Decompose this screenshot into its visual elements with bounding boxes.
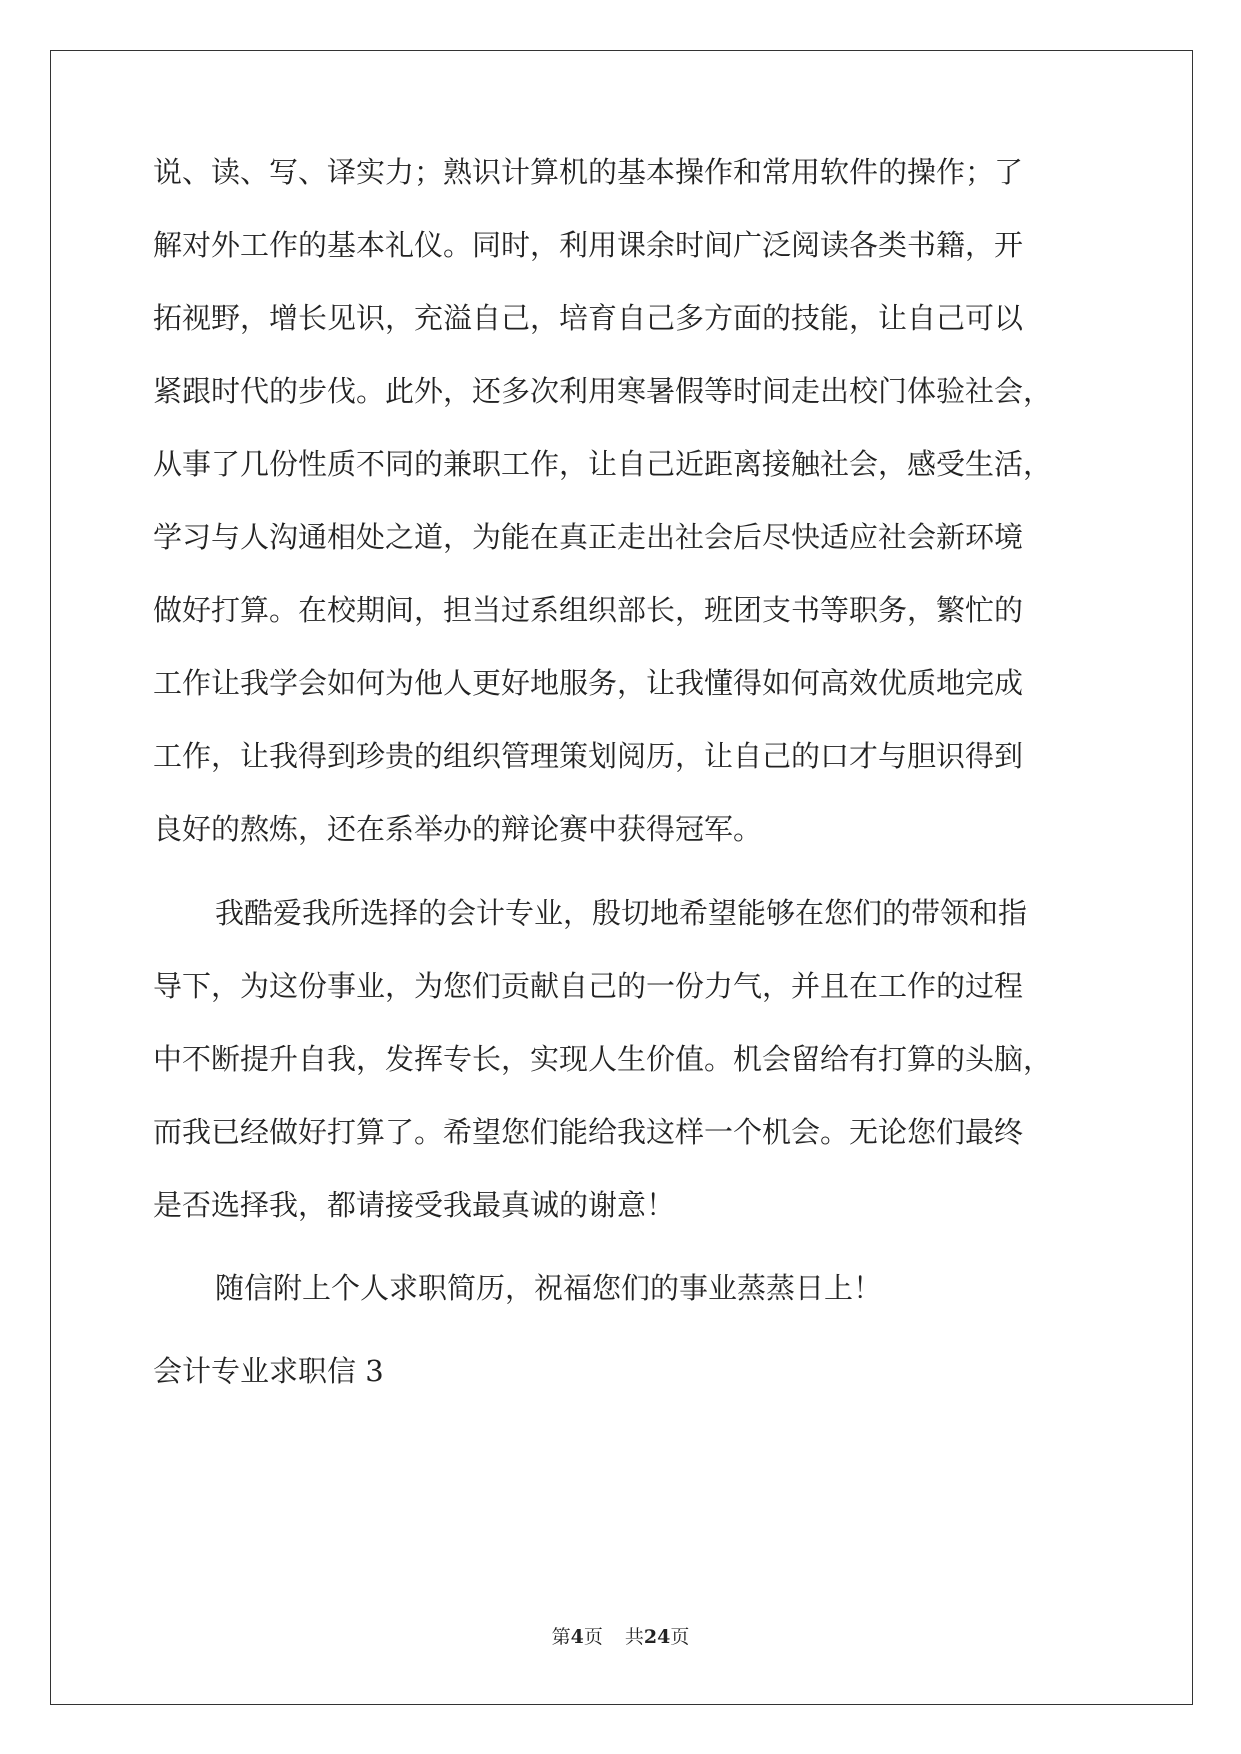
- page-suffix: 页: [583, 1626, 603, 1648]
- page-current: 4: [570, 1626, 584, 1648]
- page-border: [50, 50, 1193, 1705]
- page-prefix: 第: [551, 1626, 571, 1648]
- page-footer: [0, 1622, 1241, 1649]
- paragraph-2-line-2: 导下，为这份事业，为您们贡献自己的一份力气，并且在工作的过程: [153, 969, 1024, 1003]
- paragraph-1-line-1: 说、读、写、译实力；熟识计算机的基本操作和常用软件的操作；了: [153, 155, 1024, 189]
- paragraph-2-line-1: 我酷爱我所选择的会计专业，殷切地希望能够在您们的带领和指: [215, 896, 1028, 930]
- total-suffix: 页: [670, 1626, 690, 1648]
- paragraph-1-line-4: 紧跟时代的步伐。此外，还多次利用寒暑假等时间走出校门体验社会，: [153, 374, 1053, 408]
- paragraph-1-line-8: 工作让我学会如何为他人更好地服务，让我懂得如何高效优质地完成: [153, 666, 1024, 700]
- paragraph-1-line-6: 学习与人沟通相处之道，为能在真正走出社会后尽快适应社会新环境: [153, 520, 1024, 554]
- section-heading: 会计专业求职信 3: [153, 1354, 384, 1388]
- paragraph-1-line-5: 从事了几份性质不同的兼职工作，让自己近距离接触社会，感受生活，: [153, 447, 1053, 481]
- paragraph-3-line-1: 随信附上个人求职简历，祝福您们的事业蒸蒸日上！: [215, 1271, 883, 1305]
- paragraph-2-line-5: 是否选择我，都请接受我最真诚的谢意！: [153, 1188, 676, 1222]
- total-prefix: 共: [624, 1626, 644, 1648]
- paragraph-1-line-9: 工作，让我得到珍贵的组织管理策划阅历，让自己的口才与胆识得到: [153, 739, 1024, 773]
- paragraph-2-line-4: 而我已经做好打算了。希望您们能给我这样一个机会。无论您们最终: [153, 1115, 1024, 1149]
- paragraph-2-line-3: 中不断提升自我，发挥专长，实现人生价值。机会留给有打算的头脑，: [153, 1042, 1053, 1076]
- paragraph-1-line-2: 解对外工作的基本礼仪。同时，利用课余时间广泛阅读各类书籍，开: [153, 228, 1024, 262]
- paragraph-1-line-3: 拓视野，增长见识，充溢自己，培育自己多方面的技能，让自己可以: [153, 301, 1024, 335]
- paragraph-1-line-7: 做好打算。在校期间，担当过系组织部长，班团支书等职务，繁忙的: [153, 593, 1024, 627]
- page-total: 24: [643, 1626, 671, 1648]
- paragraph-1-line-10: 良好的熬炼，还在系举办的辩论赛中获得冠军。: [153, 812, 763, 846]
